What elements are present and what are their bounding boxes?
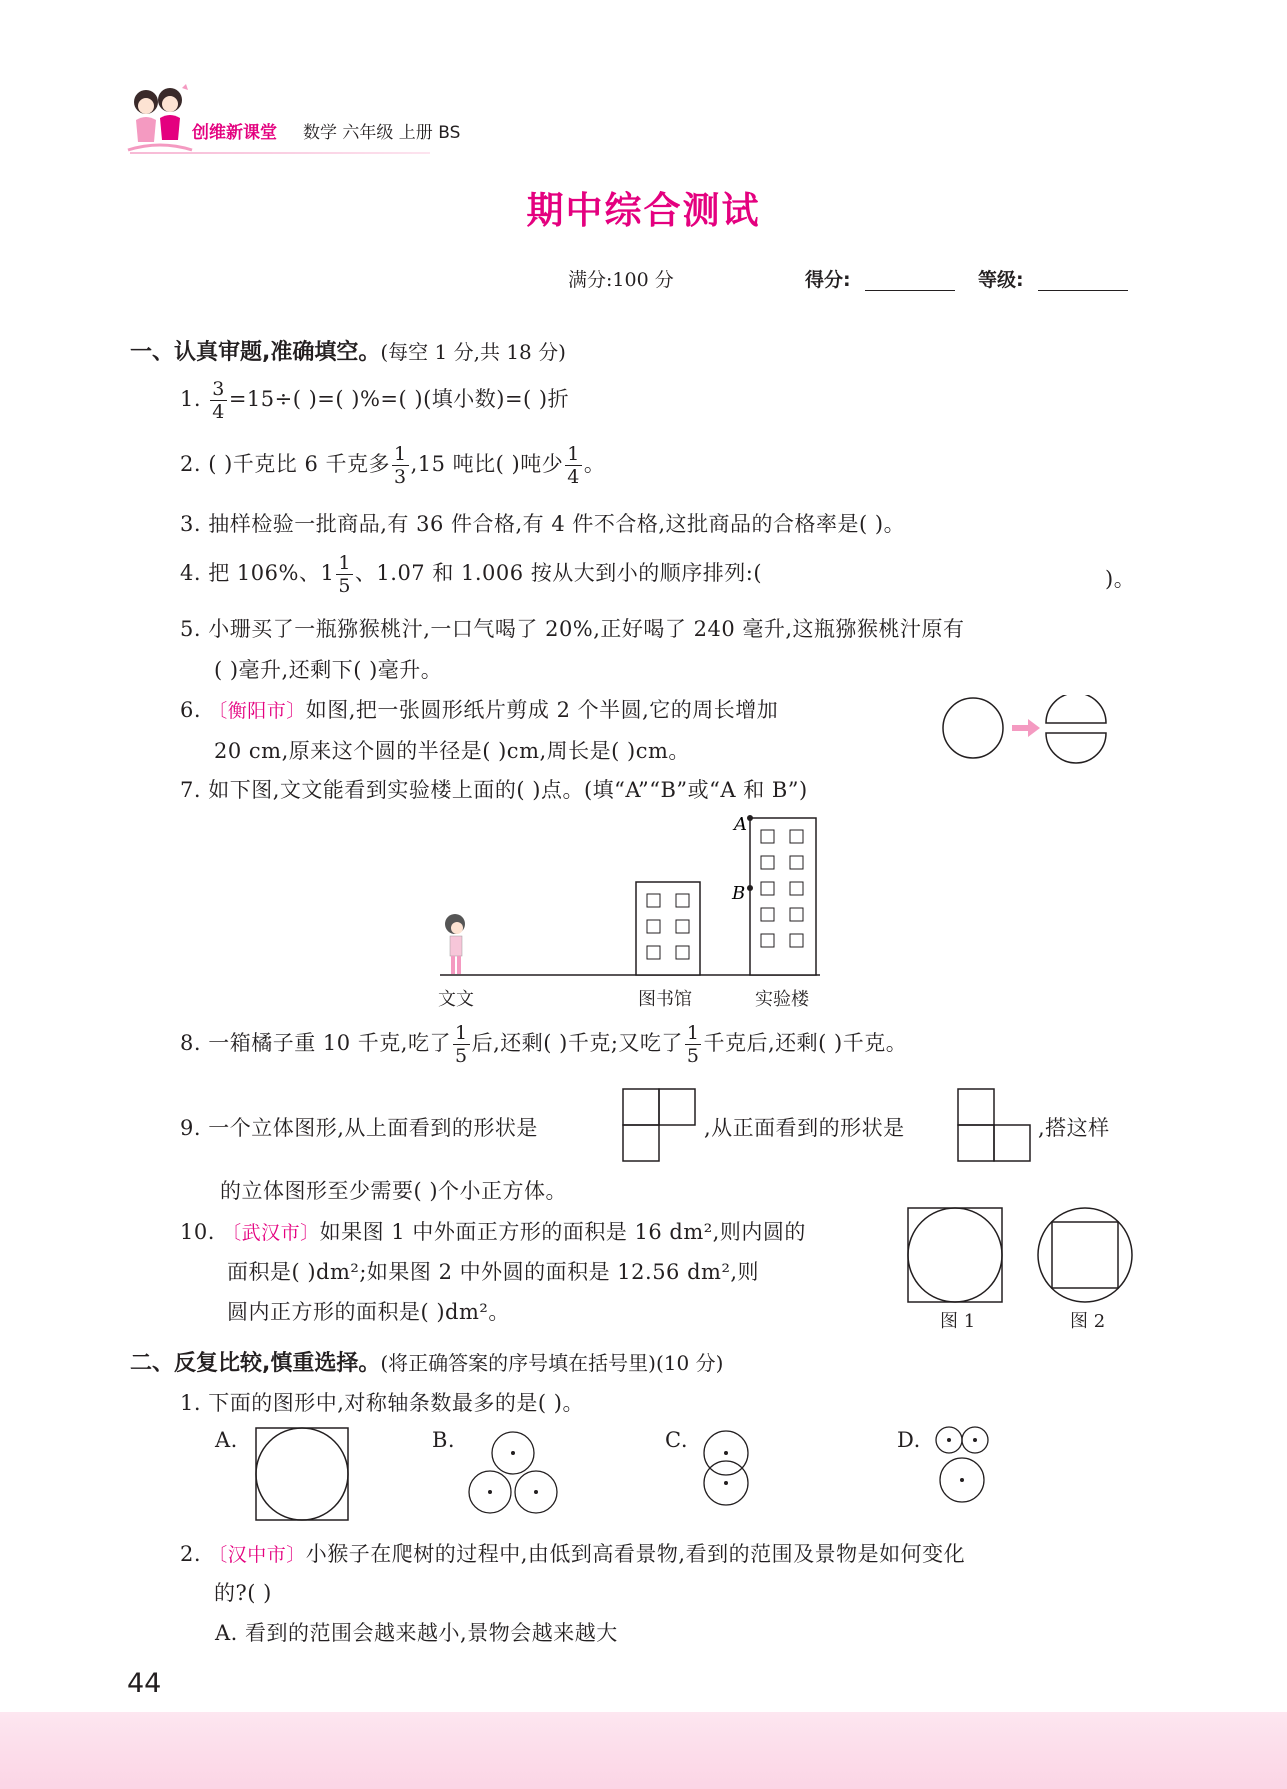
person-icon (445, 914, 465, 974)
caption-fig2: 图 2 (1070, 1311, 1106, 1332)
option-d-figure (934, 1424, 994, 1510)
question-2-2-option-a[interactable]: A. 看到的范围会越来越小,景物会越来越大 (215, 1621, 618, 1645)
question-1-5-line2: ( )毫升,还剩下( )毫升。 (214, 658, 443, 682)
lab-building (750, 818, 816, 975)
question-1-7: 7. 如下图,文文能看到实验楼上面的( )点。(填“A”“B”或“A 和 B”) (180, 778, 808, 802)
circle-square-figures (905, 1205, 1135, 1305)
caption-person: 文文 (438, 989, 474, 1010)
question-1-8: 8. 一箱橘子重 10 千克,吃了 $\frac{1}{5}$ 后,还剩( )千克;又吃了 $\frac{1}{5}$ 千克后,还剩( )千克。 (180, 1022, 908, 1067)
front-view-shape (957, 1088, 1031, 1162)
option-a-label[interactable]: A. (215, 1428, 238, 1452)
lower-semicircle (1046, 733, 1106, 763)
caption-library: 图书馆 (638, 989, 692, 1010)
score-label: 得分: (805, 269, 851, 291)
question-1-6: 6. 〔衡阳市〕如图,把一张圆形纸片剪成 2 个半圆,它的周长增加 (180, 698, 779, 722)
brand-name: 创维新课堂 (192, 123, 277, 143)
option-a-figure (254, 1426, 350, 1522)
option-b-figure (466, 1430, 560, 1516)
point-b (747, 885, 753, 891)
whole-circle (943, 698, 1003, 758)
region-tag: 〔汉中市〕 (208, 1544, 306, 1566)
question-1-9: 9. 一个立体图形,从上面看到的形状是 (180, 1116, 538, 1140)
circle-cut-figure (940, 695, 1115, 765)
question-1-3: 3. 抽样检验一批商品,有 36 件合格,有 4 件不合格,这批商品的合格率是( )。 (180, 512, 906, 536)
question-1-4-close: )。 (1105, 567, 1136, 591)
caption-fig1: 图 1 (940, 1311, 976, 1332)
grade-blank[interactable] (1038, 290, 1128, 291)
score-blank[interactable] (865, 290, 955, 291)
building-view-figure (430, 810, 830, 1010)
library-building (636, 882, 700, 975)
question-1-9-end: ,搭这样 (1038, 1116, 1110, 1140)
point-a (747, 815, 753, 821)
question-1-9-mid: ,从正面看到的形状是 (704, 1116, 905, 1140)
option-c-label[interactable]: C. (665, 1428, 688, 1452)
upper-semicircle (1046, 695, 1106, 723)
option-c-figure (701, 1426, 751, 1516)
section1-heading: 一、认真审题,准确填空。(每空 1 分,共 18 分) (130, 340, 566, 365)
question-2-1: 1. 下面的图形中,对称轴条数最多的是( )。 (180, 1391, 584, 1415)
question-2-2-line2: 的?( ) (214, 1581, 272, 1605)
question-1-10-line3: 圆内正方形的面积是( )dm²。 (227, 1300, 510, 1324)
grade-label: 等级: (978, 269, 1024, 291)
question-2-2: 2. 〔汉中市〕小猴子在爬树的过程中,由低到高看景物,看到的范围及景物是如何变化 (180, 1542, 966, 1566)
option-d-label[interactable]: D. (897, 1428, 921, 1452)
header-divider (130, 152, 430, 154)
full-marks: 满分:100 分 (568, 269, 674, 291)
region-tag: 〔衡阳市〕 (208, 700, 306, 722)
subject-line: 数学 六年级 上册 BS (303, 123, 461, 143)
figure-1 (908, 1208, 1002, 1302)
pink-arrow-icon (1012, 719, 1040, 737)
logo-kids-icon (124, 80, 196, 160)
label-b: B (732, 883, 746, 904)
question-1-4: 4. 把 106%、1 $\frac{1}{5}$ 、1.07 和 1.006 按从大到小的顺序排列:( (180, 552, 763, 597)
top-view-shape (622, 1088, 696, 1162)
footer-band (0, 1712, 1287, 1789)
region-tag: 〔武汉市〕 (222, 1222, 320, 1244)
section2-heading: 二、反复比较,慎重选择。(将正确答案的序号填在括号里)(10 分) (130, 1351, 724, 1376)
question-1-1: 1. $\frac{3}{4}$ =15÷( )=( )%=( )(填小数)=( )折 (180, 378, 570, 423)
figure-2 (1038, 1208, 1132, 1302)
question-1-10: 10. 〔武汉市〕如果图 1 中外面正方形的面积是 16 dm²,则内圆的 (180, 1220, 806, 1244)
question-1-9-line2: 的立体图形至少需要( )个小正方体。 (220, 1179, 568, 1203)
question-1-5: 5. 小珊买了一瓶猕猴桃汁,一口气喝了 20%,正好喝了 240 毫升,这瓶猕猴桃汁原有 (180, 617, 965, 641)
option-b-label[interactable]: B. (432, 1428, 456, 1452)
page-title: 期中综合测试 (526, 189, 761, 232)
question-1-2: 2. ( )千克比 6 千克多 $\frac{1}{3}$ ,15 吨比( )吨少 $\frac{1}{4}$ 。 (180, 443, 606, 488)
label-a: A (734, 814, 747, 835)
question-1-10-line2: 面积是( )dm²;如果图 2 中外圆的面积是 12.56 dm²,则 (227, 1260, 760, 1284)
question-1-6-line2: 20 cm,原来这个圆的半径是( )cm,周长是( )cm。 (214, 739, 690, 763)
caption-lab: 实验楼 (755, 989, 809, 1010)
page-number: 44 (127, 1668, 162, 1699)
